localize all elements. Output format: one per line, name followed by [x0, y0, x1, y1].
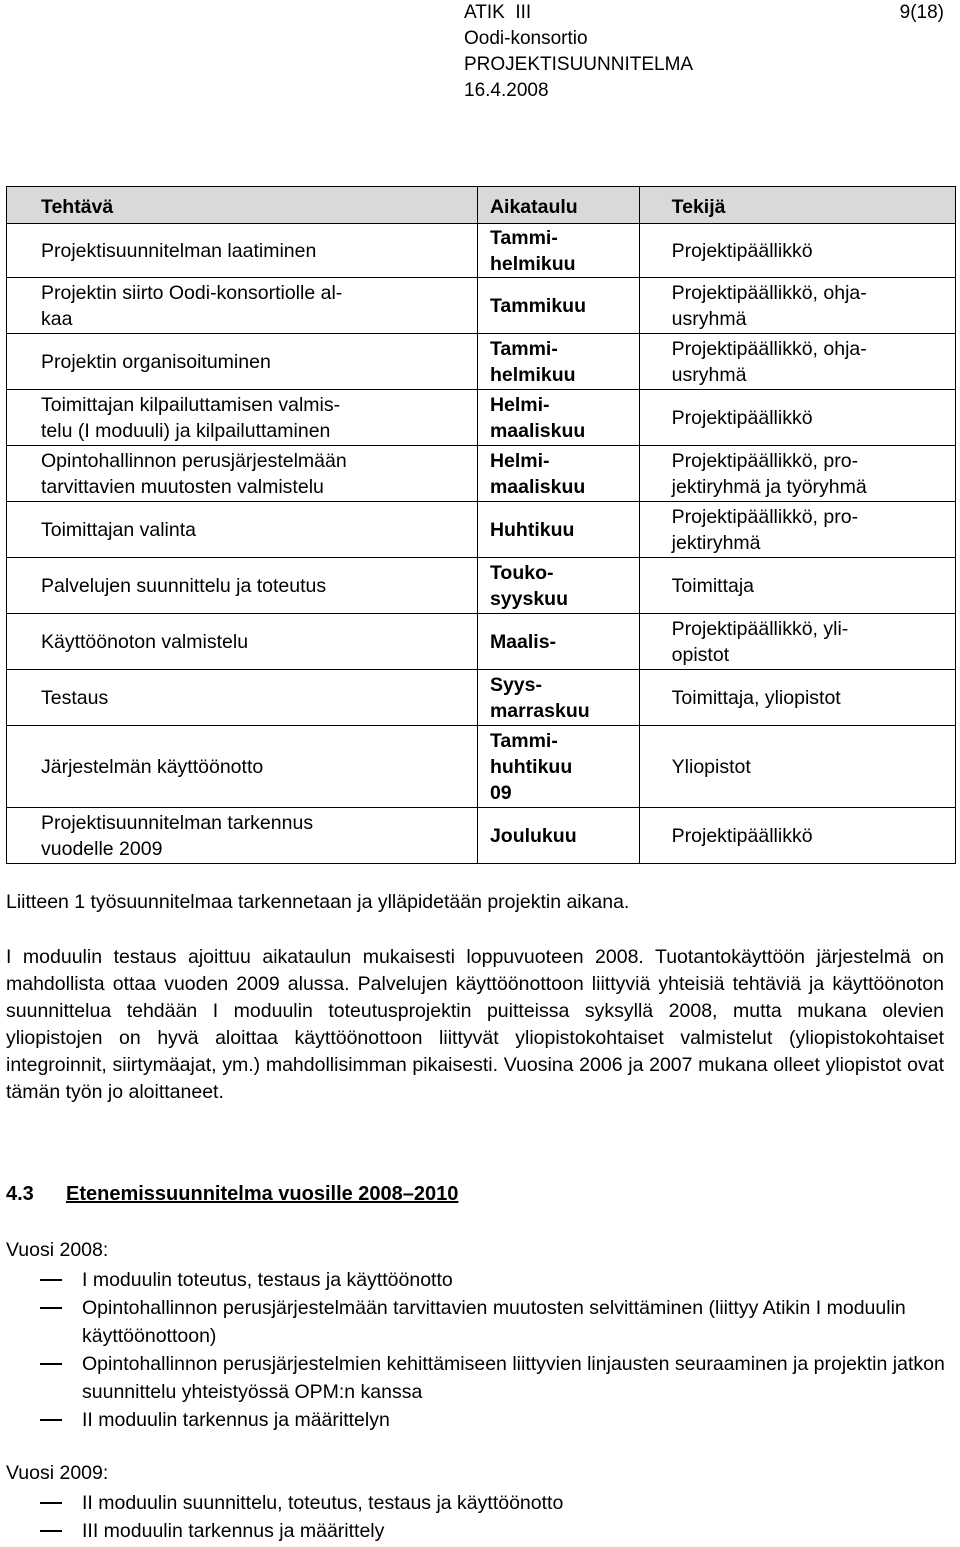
- task-cell: Projektisuunnitelman tarkennus vuodelle 2009: [7, 808, 478, 864]
- dash-bullet-icon: [40, 1419, 62, 1421]
- owner-cell: Toimittaja: [639, 558, 955, 614]
- list-item-text: I moduulin toteutus, testaus ja käyttöönotto: [82, 1269, 453, 1291]
- schedule-cell: Syys- marraskuu: [477, 670, 639, 726]
- schedule-cell: Tammi- helmikuu: [477, 334, 639, 390]
- header-owner: Tekijä: [639, 187, 955, 224]
- owner-cell: Projektipäällikkö: [639, 224, 955, 278]
- list-item-text: II moduulin tarkennus ja määrittelyn: [82, 1409, 390, 1431]
- dash-bullet-icon: [40, 1502, 62, 1504]
- year-2009-label: Vuosi 2009:: [6, 1462, 109, 1484]
- list-item-text: Opintohallinnon perusjärjestelmään tarvittavien muutosten selvittäminen (liittyy Atikin I moduulin käyttöönottoon): [82, 1297, 906, 1347]
- schedule-cell: Tammi- huhtikuu 09: [477, 726, 639, 808]
- dash-bullet-icon: [40, 1279, 62, 1281]
- section-title: Etenemissuunnitelma vuosille 2008–2010: [66, 1183, 459, 1205]
- list-item-text: Opintohallinnon perusjärjestelmien kehittämiseen liittyvien linjausten seuraaminen ja projektin jatkon suunnittelu yhteistyössä OPM:n kanssa: [82, 1353, 945, 1403]
- dash-bullet-icon: [40, 1363, 62, 1365]
- schedule-cell: Maalis-: [477, 614, 639, 670]
- table-row: [7, 224, 956, 278]
- year-2009-list: [6, 1489, 946, 1545]
- list-item: [6, 1489, 946, 1517]
- table-row: [7, 614, 956, 670]
- owner-cell: Projektipäällikkö, ohja- usryhmä: [639, 334, 955, 390]
- table-row: [7, 502, 956, 558]
- section-number: 4.3: [6, 1183, 34, 1205]
- owner-cell: Projektipäällikkö, pro- jektiryhmä: [639, 502, 955, 558]
- section-heading: [6, 1183, 458, 1206]
- year-2008-label: Vuosi 2008:: [6, 1239, 109, 1261]
- list-item: [6, 1294, 946, 1350]
- owner-cell: Projektipäällikkö: [639, 390, 955, 446]
- header-schedule: Aikataulu: [477, 187, 639, 224]
- owner-cell: Toimittaja, yliopistot: [639, 670, 955, 726]
- task-cell: Opintohallinnon perusjärjestelmään tarvittavien muutosten valmistelu: [7, 446, 478, 502]
- page-number: 9(18): [899, 2, 944, 23]
- table-row: [7, 670, 956, 726]
- header-doc-title: PROJEKTISUUNNITELMA: [464, 54, 694, 75]
- table-row: [7, 558, 956, 614]
- schedule-cell: Touko- syyskuu: [477, 558, 639, 614]
- owner-cell: Projektipäällikkö: [639, 808, 955, 864]
- table-row: [7, 390, 956, 446]
- schedule-cell: Tammi- helmikuu: [477, 224, 639, 278]
- body-paragraph: I moduulin testaus ajoittuu aikataulun mukaisesti loppuvuoteen 2008. Tuotantokäyttöön järjestelmä on mahdollista ottaa vuoden 2009 alussa. Palvelujen käyttöönottoon liittyviä yhteisiä tehtäviä ja käyttöönoton suunnittelua tehdään I moduulin toteutusprojektin puitteissa syksyllä 2008, mutta mukana olevien yliopistojen on hyvä aloittaa käyttöönottoon liittyvät yliopistokohtaiset valmistelut (yliopistokohtaiset integroinnit, siirtymäajat, ym.) mahdollisimman pikaisesti. Vuosina 2006 ja 2007 mukana olleet yliopistot ovat tämän työn jo aloittaneet.: [6, 946, 944, 1103]
- schedule-cell: Tammikuu: [477, 278, 639, 334]
- note-paragraph: Liitteen 1 työsuunnitelmaa tarkennetaan ja ylläpidetään projektin aikana.: [6, 891, 630, 913]
- table-body: [7, 224, 956, 864]
- dash-bullet-icon: [40, 1307, 62, 1309]
- header-date: 16.4.2008: [464, 80, 549, 101]
- owner-cell: Projektipäällikkö, pro- jektiryhmä ja työryhmä: [639, 446, 955, 502]
- schedule-cell: Huhtikuu: [477, 502, 639, 558]
- list-item-text: III moduulin tarkennus ja määrittely: [82, 1520, 385, 1542]
- schedule-cell: Helmi- maaliskuu: [477, 446, 639, 502]
- task-cell: Toimittajan valinta: [7, 502, 478, 558]
- table-row: [7, 334, 956, 390]
- schedule-cell: Helmi- maaliskuu: [477, 390, 639, 446]
- table-row: [7, 446, 956, 502]
- header-org: ATIK III: [464, 2, 532, 23]
- task-cell: Testaus: [7, 670, 478, 726]
- table-row: [7, 808, 956, 864]
- list-item-text: II moduulin suunnittelu, toteutus, testaus ja käyttöönotto: [82, 1492, 564, 1514]
- dash-bullet-icon: [40, 1530, 62, 1532]
- list-item: [6, 1406, 946, 1434]
- list-item: [6, 1350, 946, 1406]
- page-header: [464, 0, 944, 104]
- list-item: [6, 1266, 946, 1294]
- task-cell: Järjestelmän käyttöönotto: [7, 726, 478, 808]
- table-row: [7, 278, 956, 334]
- owner-cell: Projektipäällikkö, yli- opistot: [639, 614, 955, 670]
- task-cell: Käyttöönoton valmistelu: [7, 614, 478, 670]
- table-row: [7, 726, 956, 808]
- schedule-cell: Joulukuu: [477, 808, 639, 864]
- task-cell: Toimittajan kilpailuttamisen valmis- telu (I moduuli) ja kilpailuttaminen: [7, 390, 478, 446]
- year-2008-list: [6, 1266, 946, 1434]
- task-cell: Palvelujen suunnittelu ja toteutus: [7, 558, 478, 614]
- table-header-row: [7, 187, 956, 224]
- schedule-table: [6, 186, 956, 864]
- list-item: [6, 1517, 946, 1545]
- owner-cell: Yliopistot: [639, 726, 955, 808]
- owner-cell: Projektipäällikkö, ohja- usryhmä: [639, 278, 955, 334]
- header-consortium: Oodi-konsortio: [464, 28, 588, 49]
- task-cell: Projektin organisoituminen: [7, 334, 478, 390]
- task-cell: Projektin siirto Oodi-konsortiolle al- kaa: [7, 278, 478, 334]
- header-task: Tehtävä: [7, 187, 478, 224]
- task-cell: Projektisuunnitelman laatiminen: [7, 224, 478, 278]
